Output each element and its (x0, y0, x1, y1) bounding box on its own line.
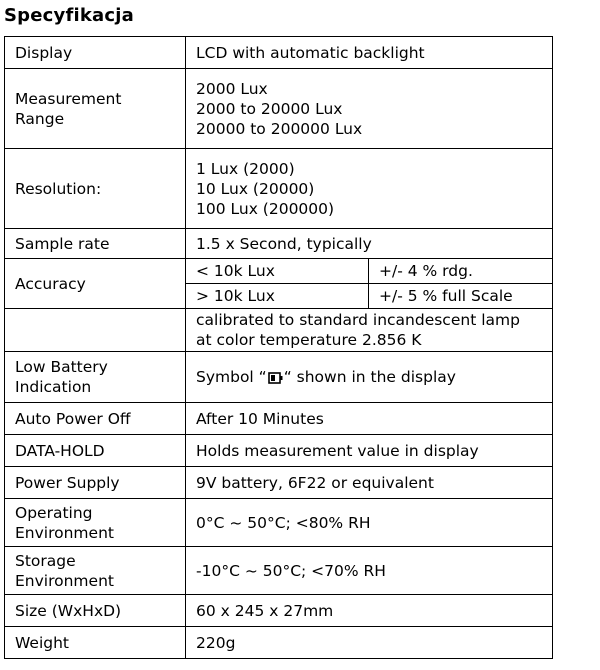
row-label: Low Battery Indication (5, 352, 186, 403)
table-row (5, 229, 553, 259)
row-label: Accuracy (5, 259, 186, 309)
battery-icon (268, 369, 283, 381)
table-row (5, 149, 553, 229)
row-label: Storage Environment (5, 547, 186, 595)
page-title: Specyfikacja (4, 5, 134, 26)
row-value: Holds measurement value in display (186, 435, 553, 467)
row-value (186, 352, 553, 403)
row-label: Display (5, 37, 186, 69)
row-value: After 10 Minutes (186, 403, 553, 435)
row-label: Power Supply (5, 467, 186, 499)
table-row (5, 403, 553, 435)
row-value: 1 Lux (2000) 10 Lux (20000) 100 Lux (200000) (186, 149, 553, 229)
table-row (5, 627, 553, 659)
table-row (5, 435, 553, 467)
row-value: -10°C ~ 50°C; <70% RH (186, 547, 553, 595)
row-label: Auto Power Off (5, 403, 186, 435)
accuracy-range: > 10k Lux (186, 284, 369, 309)
row-value: 0°C ~ 50°C; <80% RH (186, 499, 553, 547)
row-label: Sample rate (5, 229, 186, 259)
accuracy-value: +/- 4 % rdg. (369, 259, 553, 284)
table-row (5, 499, 553, 547)
row-value: 220g (186, 627, 553, 659)
table-row (5, 259, 553, 284)
table-row (5, 595, 553, 627)
table-row (5, 352, 553, 403)
row-label: Measurement Range (5, 69, 186, 149)
table-row (5, 69, 553, 149)
table-row (5, 467, 553, 499)
table-row (5, 547, 553, 595)
row-value: calibrated to standard incandescent lamp at color temperature 2.856 K (186, 309, 553, 352)
battery-text-pre: Symbol “ (196, 368, 267, 386)
row-value: 60 x 245 x 27mm (186, 595, 553, 627)
row-value: 2000 Lux 2000 to 20000 Lux 20000 to 200000 Lux (186, 69, 553, 149)
row-label: Operating Environment (5, 499, 186, 547)
row-label: Size (WxHxD) (5, 595, 186, 627)
row-label: DATA-HOLD (5, 435, 186, 467)
row-label: Weight (5, 627, 186, 659)
row-value: LCD with automatic backlight (186, 37, 553, 69)
row-value: 9V battery, 6F22 or equivalent (186, 467, 553, 499)
row-value: 1.5 x Second, typically (186, 229, 553, 259)
row-label-empty (5, 309, 186, 352)
accuracy-value: +/- 5 % full Scale (369, 284, 553, 309)
battery-text-post: “ shown in the display (283, 368, 456, 386)
table-row (5, 37, 553, 69)
table-row (5, 309, 553, 352)
row-label: Resolution: (5, 149, 186, 229)
spec-table (4, 36, 553, 659)
accuracy-range: < 10k Lux (186, 259, 369, 284)
